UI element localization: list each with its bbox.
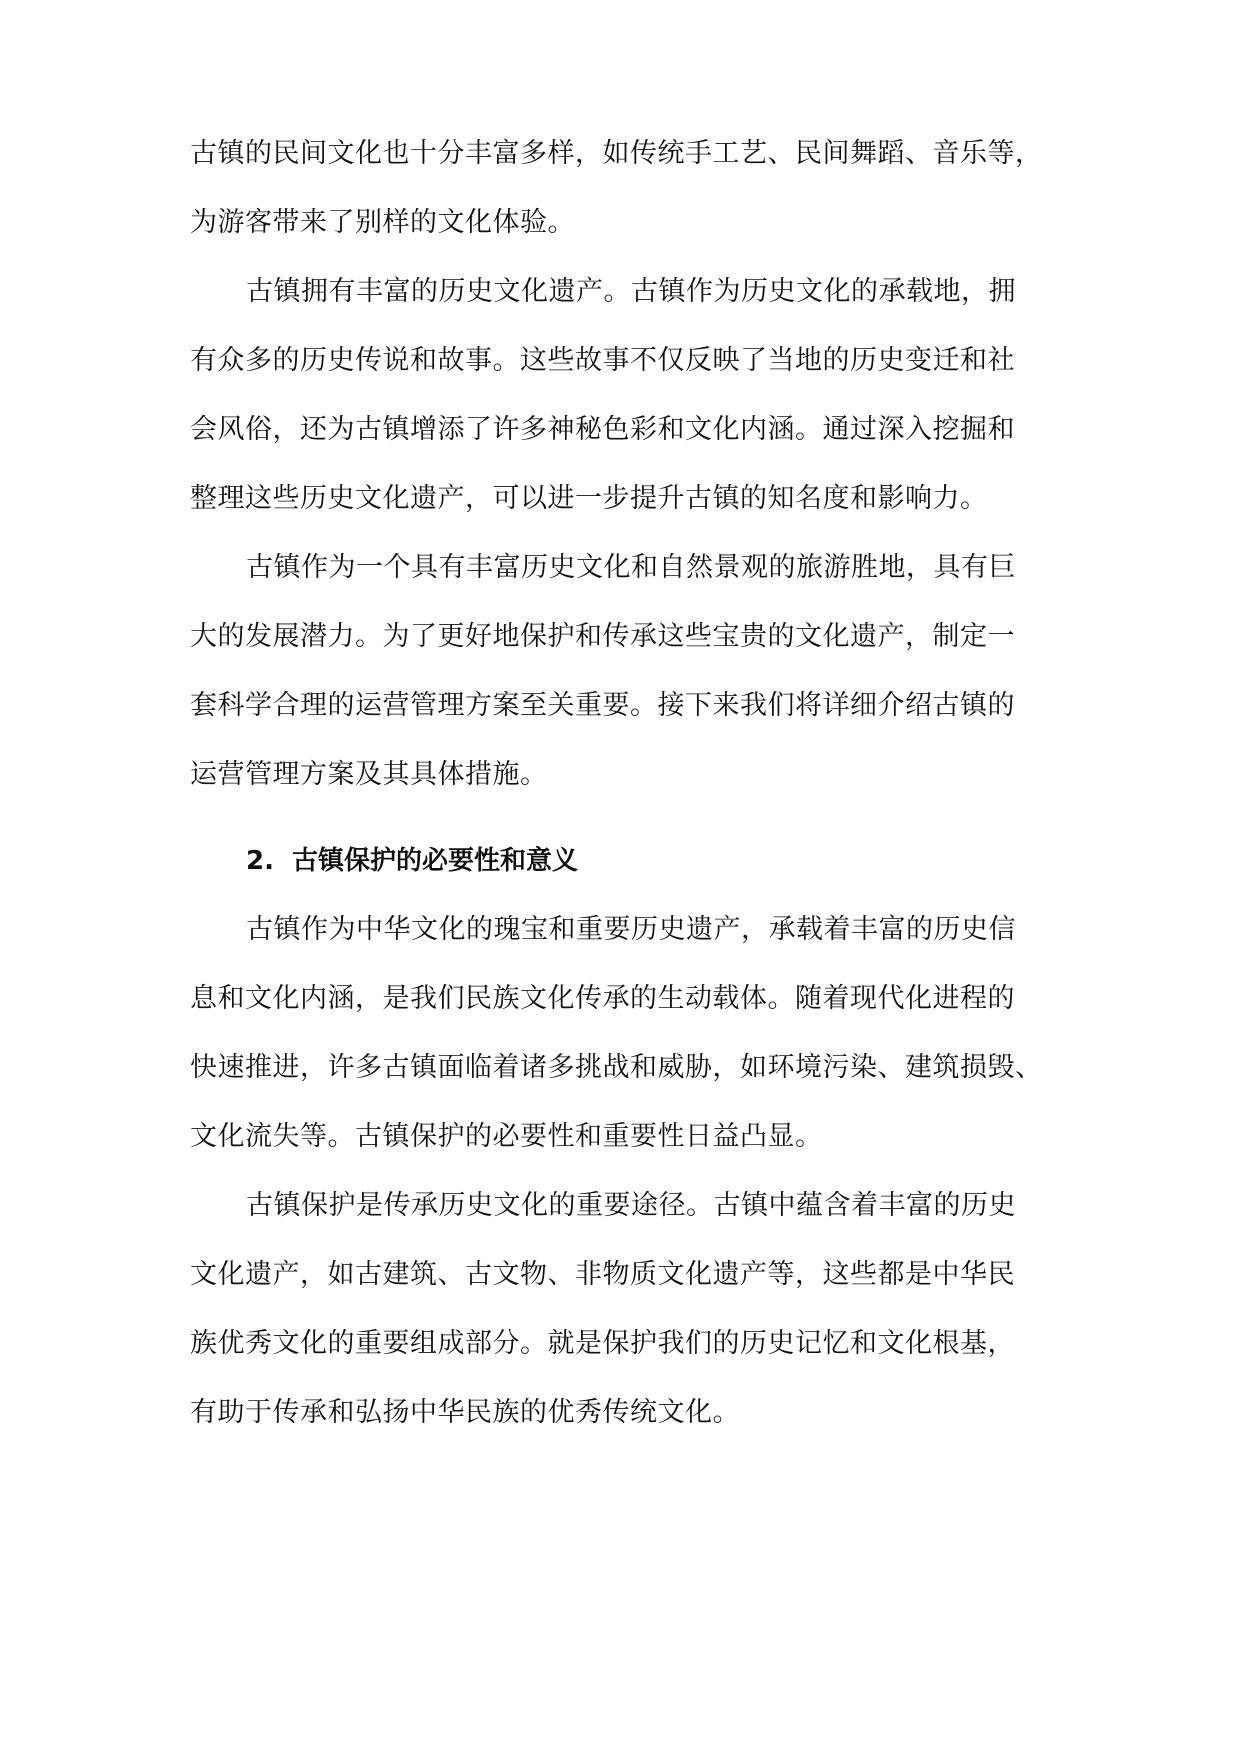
paragraph-1-line-1: 古镇的民间文化也十分丰富多样，如传统手工艺、民间舞蹈、音乐等， — [190, 138, 1043, 169]
section-paragraph-1-line-2: 息和文化内涵，是我们民族文化传承的生动载体。随着现代化进程的 — [190, 983, 1015, 1014]
section-paragraph-2-line-2: 文化遗产，如古建筑、古文物、非物质文化遗产等，这些都是中华民 — [190, 1259, 1015, 1290]
paragraph-2-line-1: 古镇拥有丰富的历史文化遗产。古镇作为历史文化的承载地，拥 — [246, 276, 1016, 307]
paragraph-2-line-4: 整理这些历史文化遗产，可以进一步提升古镇的知名度和影响力。 — [190, 483, 988, 514]
section-paragraph-2-line-4: 有助于传承和弘扬中华民族的优秀传统文化。 — [190, 1397, 740, 1428]
section-paragraph-1-line-1: 古镇作为中华文化的瑰宝和重要历史遗产，承载着丰富的历史信 — [246, 914, 1016, 945]
section-paragraph-2-line-1: 古镇保护是传承历史文化的重要途径。古镇中蕴含着丰富的历史 — [246, 1190, 1016, 1221]
paragraph-3-line-2: 大的发展潜力。为了更好地保护和传承这些宝贵的文化遗产，制定一 — [190, 621, 1015, 652]
paragraph-2-line-3: 会风俗，还为古镇增添了许多神秘色彩和文化内涵。通过深入挖掘和 — [190, 414, 1015, 445]
paragraph-3-line-3: 套科学合理的运营管理方案至关重要。接下来我们将详细介绍古镇的 — [190, 690, 1015, 721]
section-paragraph-1-line-3: 快速推进，许多古镇面临着诸多挑战和威胁，如环境污染、建筑损毁、 — [190, 1052, 1043, 1083]
section-heading — [246, 841, 578, 881]
section-paragraph-2-line-3: 族优秀文化的重要组成部分。就是保护我们的历史记忆和文化根基， — [190, 1328, 1015, 1359]
section-title: 古镇保护的必要性和意义 — [291, 846, 578, 876]
paragraph-2-line-2: 有众多的历史传说和故事。这些故事不仅反映了当地的历史变迁和社 — [190, 345, 1015, 376]
paragraph-3-line-1: 古镇作为一个具有丰富历史文化和自然景观的旅游胜地，具有巨 — [246, 552, 1016, 583]
paragraph-3-line-4: 运营管理方案及其具体措施。 — [190, 759, 548, 790]
paragraph-1-line-2: 为游客带来了别样的文化体验。 — [190, 207, 575, 238]
section-paragraph-1-line-4: 文化流失等。古镇保护的必要性和重要性日益凸显。 — [190, 1121, 823, 1152]
section-number: 2. — [246, 846, 274, 876]
